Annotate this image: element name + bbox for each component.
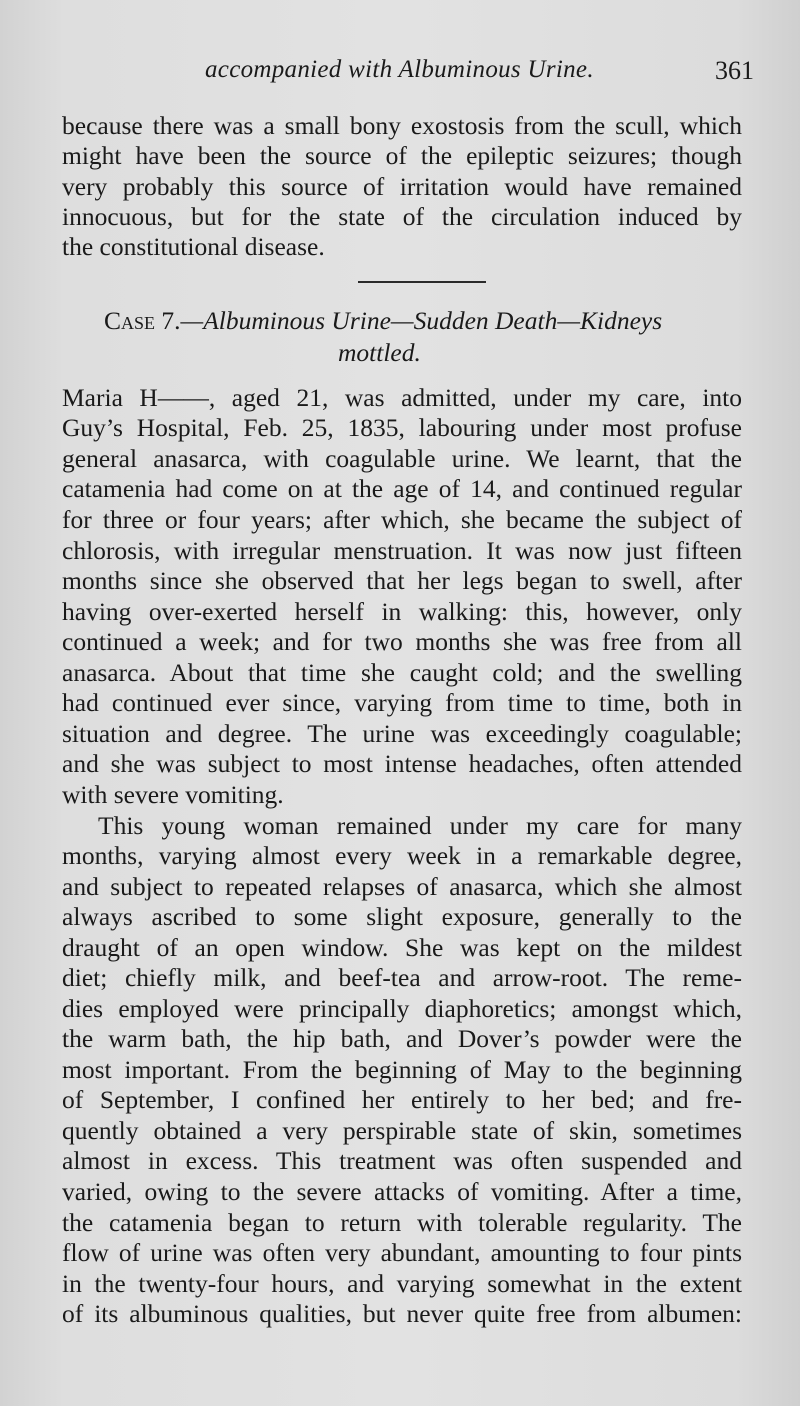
text-line: quently obtained a very perspirable state of skin, sometimes	[62, 1116, 742, 1145]
case-title: —Albuminous Urine—Sudden Death—Kidneys	[180, 306, 663, 335]
page-number: 361	[715, 56, 754, 85]
case-label: Case 7.	[104, 306, 181, 335]
text-line: catamenia had come on at the age of 14, and continued regular	[62, 474, 742, 503]
text-line: continued a week; and for two months she was free from all	[62, 627, 742, 656]
text-line: general anasarca, with coagulable urine. We learnt, that the	[62, 444, 742, 473]
text-line: because there was a small bony exostosis from the scull, which	[62, 111, 742, 140]
case-title-continued: mottled.	[338, 338, 421, 367]
text-line: diet; chiefly milk, and beef-tea and arrow-root. The reme-	[62, 963, 742, 992]
text-line: for three or four years; after which, she became the subject of	[62, 505, 742, 534]
text-line: This young woman remained under my care for many	[98, 811, 742, 840]
text-line: the warm bath, the hip bath, and Dover’s powder were the	[62, 1024, 742, 1053]
text-line: with severe vomiting.	[62, 780, 284, 809]
text-line: of September, I confined her entirely to her bed; and fre-	[62, 1085, 742, 1114]
text-line: situation and degree. The urine was exceedingly coagulable;	[62, 719, 742, 748]
text-line: chlorosis, with irregular menstruation. It was now just fifteen	[62, 536, 742, 565]
case-heading	[104, 306, 784, 336]
text-line: the constitutional disease.	[62, 232, 325, 261]
section-divider	[358, 281, 486, 283]
text-line: Guy’s Hospital, Feb. 25, 1835, labouring under most profuse	[62, 413, 742, 442]
text-line: dies employed were principally diaphoretics; amongst which,	[62, 994, 742, 1023]
text-line: having over-exerted herself in walking: this, however, only	[62, 597, 742, 626]
text-line: in the twenty-four hours, and varying somewhat in the extent	[62, 1269, 742, 1298]
text-line: draught of an open window. She was kept on the mildest	[62, 933, 742, 962]
text-line: the catamenia began to return with tolerable regularity. The	[62, 1208, 742, 1237]
text-line: had continued ever since, varying from time to time, both in	[62, 688, 742, 717]
text-line: and subject to repeated relapses of anasarca, which she almost	[62, 872, 742, 901]
text-line: always ascribed to some slight exposure, generally to the	[62, 902, 742, 931]
text-line: most important. From the beginning of May to the beginning	[62, 1055, 742, 1084]
text-line: varied, owing to the severe attacks of vomiting. After a time,	[62, 1177, 742, 1206]
running-head	[60, 56, 760, 96]
text-line: anasarca. About that time she caught cold; and the swelling	[62, 658, 742, 687]
text-line: and she was subject to most intense headaches, often attended	[62, 749, 742, 778]
running-title: accompanied with Albuminous Urine.	[205, 56, 594, 83]
text-line: almost in excess. This treatment was often suspended and	[62, 1146, 742, 1175]
text-line: Maria H——, aged 21, was admitted, under my care, into	[62, 383, 742, 412]
text-line: might have been the source of the epileptic seizures; though	[62, 141, 742, 170]
text-line: flow of urine was often very abundant, amounting to four pints	[62, 1238, 742, 1267]
text-line: very probably this source of irritation would have remained	[62, 172, 742, 201]
text-line: innocuous, but for the state of the circulation induced by	[62, 202, 742, 231]
text-line: months, varying almost every week in a remarkable degree,	[62, 841, 742, 870]
text-line: of its albuminous qualities, but never quite free from albumen:	[62, 1299, 742, 1328]
text-line: months since she observed that her legs began to swell, after	[62, 566, 742, 595]
